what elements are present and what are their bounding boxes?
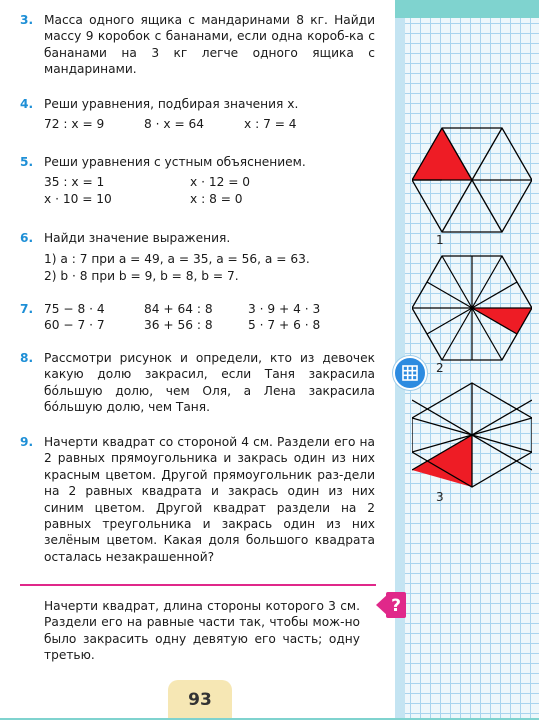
equation: x · 10 = 10 xyxy=(44,191,112,206)
equation: x : 8 = 0 xyxy=(190,191,243,206)
expression-row xyxy=(44,251,375,267)
task-number: 5. xyxy=(20,155,34,169)
equation: 72 : x = 9 xyxy=(44,117,105,132)
figure-label: 1 xyxy=(436,233,444,247)
question-text: Начерти квадрат, длина стороны которого 3 см. Раздели его на равные части так, чтобы мож-но было закрасить одну девятую его часть; одну третью. xyxy=(44,599,360,663)
task-number: 3. xyxy=(20,13,34,27)
task-7 xyxy=(20,301,375,334)
expression: 3 · 9 + 4 · 3 xyxy=(248,302,321,316)
task-5 xyxy=(20,154,375,207)
task-9 xyxy=(20,434,375,565)
equation: 8 · x = 64 xyxy=(144,117,205,132)
equation-row xyxy=(44,116,375,132)
figure-1-hexagon xyxy=(412,127,532,233)
page-number: 93 xyxy=(168,680,232,718)
equation: x · 12 = 0 xyxy=(190,175,251,190)
figure-label: 3 xyxy=(436,490,444,504)
expression: 84 + 64 : 8 xyxy=(144,302,213,316)
equation: x : 7 = 4 xyxy=(244,117,297,132)
expression: 2) b · 8 при b = 9, b = 8, b = 7. xyxy=(44,268,239,283)
task-4 xyxy=(20,96,375,133)
figure-2-hexagon xyxy=(412,255,532,361)
task-8 xyxy=(20,350,375,416)
separator-line xyxy=(20,584,376,586)
task-text: Масса одного ящика с мандаринами 8 кг. Найди массу 9 коробок с бананами, если одна короб-ка с бананами на 3 кг легче одного ящика с мандаринами. xyxy=(44,13,375,77)
task-6 xyxy=(20,230,375,284)
top-strip xyxy=(395,0,539,18)
task-text: Найди значение выражения. xyxy=(44,231,231,245)
task-text: Реши уравнения, подбирая значения x. xyxy=(44,97,299,111)
expression-row xyxy=(44,317,375,333)
expression-row xyxy=(44,268,375,284)
expression: 60 − 7 · 7 xyxy=(44,318,105,333)
task-number: 7. xyxy=(20,302,34,316)
equation-row xyxy=(44,174,375,190)
expression: 75 − 8 · 4 xyxy=(44,302,105,316)
question-flag-icon xyxy=(376,590,406,620)
task-number: 9. xyxy=(20,435,34,449)
task-number: 4. xyxy=(20,97,34,111)
svg-text:?: ? xyxy=(391,596,401,616)
task-number: 8. xyxy=(20,351,34,365)
expression-row xyxy=(44,301,375,317)
task-text: Рассмотри рисунок и определи, кто из девочек какую долю закрасил, если Таня закрасила бóльшую долю, чем Оля, а Лена закрасила бóльшую долю, чем Таня. xyxy=(44,351,375,415)
task-3 xyxy=(20,12,375,78)
figure-label: 2 xyxy=(436,361,444,375)
task-text: Реши уравнения с устным объяснением. xyxy=(44,155,306,169)
equation-row xyxy=(44,191,375,207)
expression: 5 · 7 + 6 · 8 xyxy=(248,318,321,333)
figure-3-hexagon xyxy=(412,382,532,488)
task-text: Начерти квадрат со стороной 4 см. Раздели его на 2 равных прямоугольника и закрась один из них красным цветом. Другой прямоугольник раз-дели на 2 равных квадрата и закрась один из них синим цветом. Другой квадрат раздели на 2 равных треугольника и закрась один из них зелёным цветом. Какая доля большого квадрата осталась незакрашенной? xyxy=(44,435,375,564)
task-number: 6. xyxy=(20,231,34,245)
equation: 35 : x = 1 xyxy=(44,175,105,190)
expression: 1) a : 7 при a = 49, a = 35, a = 56, a = 63. xyxy=(44,252,310,267)
expression: 36 + 56 : 8 xyxy=(144,318,213,333)
